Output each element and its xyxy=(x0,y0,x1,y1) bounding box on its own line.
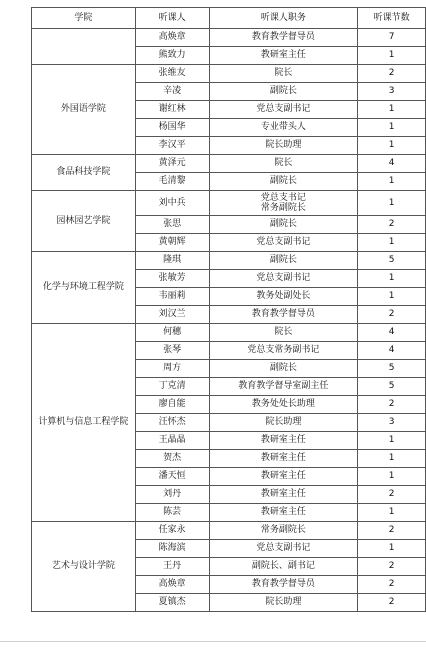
listener-position-cell: 教研室主任 xyxy=(209,486,358,504)
listener-position-cell: 党总支常务副书记 xyxy=(209,342,358,360)
listener-name-cell: 张敏芳 xyxy=(135,270,209,288)
table-row xyxy=(32,522,426,540)
lecture-count-cell: 5 xyxy=(358,378,426,396)
lecture-count-cell: 1 xyxy=(358,137,426,155)
college-cell: 化学与环境工程学院 xyxy=(32,252,136,324)
college-cell: 园林园艺学院 xyxy=(32,191,136,252)
listener-position-cell: 副院长 xyxy=(209,252,358,270)
listener-name-cell: 韦丽莉 xyxy=(135,288,209,306)
lecture-count-cell: 2 xyxy=(358,522,426,540)
listener-name-cell: 辛凌 xyxy=(135,83,209,101)
lecture-count-cell: 2 xyxy=(358,594,426,612)
listener-name-cell: 熊致力 xyxy=(135,47,209,65)
listener-name-cell: 张维友 xyxy=(135,65,209,83)
listener-position-cell: 教研室主任 xyxy=(209,504,358,522)
listener-position-cell: 教育教学督导员 xyxy=(209,576,358,594)
lecture-count-cell: 5 xyxy=(358,252,426,270)
listener-name-cell: 夏镇杰 xyxy=(135,594,209,612)
listener-position-cell: 副院长 xyxy=(209,216,358,234)
listener-name-cell: 高焕章 xyxy=(135,576,209,594)
listener-name-cell: 刘丹 xyxy=(135,486,209,504)
lecture-count-cell: 2 xyxy=(358,65,426,83)
listener-name-cell: 隆琪 xyxy=(135,252,209,270)
listener-name-cell: 张思 xyxy=(135,216,209,234)
lecture-count-cell: 7 xyxy=(358,29,426,47)
table-row xyxy=(32,155,426,173)
lecture-count-cell: 1 xyxy=(358,468,426,486)
lecture-count-cell: 1 xyxy=(358,270,426,288)
listener-position-cell: 教研室主任 xyxy=(209,468,358,486)
lecture-count-cell: 2 xyxy=(358,216,426,234)
col-header-position: 听课人职务 xyxy=(209,8,358,29)
col-header-listener: 听课人 xyxy=(135,8,209,29)
listener-position-cell: 院长 xyxy=(209,65,358,83)
listener-position-cell: 副院长、副书记 xyxy=(209,558,358,576)
listener-name-cell: 王晶晶 xyxy=(135,432,209,450)
lecture-count-cell: 1 xyxy=(358,119,426,137)
listener-name-cell: 杨国华 xyxy=(135,119,209,137)
listener-name-cell: 毛清黎 xyxy=(135,173,209,191)
listener-position-cell: 教研室主任 xyxy=(209,47,358,65)
lecture-count-cell: 4 xyxy=(358,155,426,173)
lecture-count-cell: 1 xyxy=(358,47,426,65)
listener-name-cell: 谢红林 xyxy=(135,101,209,119)
listener-name-cell: 黄泽元 xyxy=(135,155,209,173)
listener-name-cell: 贺杰 xyxy=(135,450,209,468)
listener-position-cell: 教育教学督导员 xyxy=(209,29,358,47)
listener-position-cell: 党总支书记 常务副院长 xyxy=(209,191,358,216)
lecture-count-cell: 1 xyxy=(358,450,426,468)
table-row xyxy=(32,29,426,47)
lecture-count-cell: 4 xyxy=(358,342,426,360)
listener-name-cell: 何穗 xyxy=(135,324,209,342)
lecture-attendance-table xyxy=(31,7,426,612)
lecture-count-cell: 1 xyxy=(358,173,426,191)
lecture-count-cell: 1 xyxy=(358,234,426,252)
listener-position-cell: 院长 xyxy=(209,324,358,342)
listener-name-cell: 张琴 xyxy=(135,342,209,360)
header-row xyxy=(32,8,426,29)
listener-name-cell: 任家永 xyxy=(135,522,209,540)
listener-position-cell: 专业带头人 xyxy=(209,119,358,137)
listener-position-cell: 党总支副书记 xyxy=(209,270,358,288)
college-cell: 计算机与信息工程学院 xyxy=(32,324,136,522)
listener-name-cell: 李汉平 xyxy=(135,137,209,155)
page-bottom-divider xyxy=(0,641,426,642)
lecture-count-cell: 5 xyxy=(358,360,426,378)
lecture-count-cell: 1 xyxy=(358,101,426,119)
listener-position-cell: 党总支副书记 xyxy=(209,540,358,558)
college-cell: 艺术与设计学院 xyxy=(32,522,136,612)
table-body xyxy=(32,29,426,612)
lecture-count-cell: 2 xyxy=(358,396,426,414)
lecture-count-cell: 3 xyxy=(358,83,426,101)
college-cell xyxy=(32,29,136,65)
lecture-count-cell: 2 xyxy=(358,576,426,594)
listener-name-cell: 刘汉兰 xyxy=(135,306,209,324)
lecture-count-cell: 3 xyxy=(358,414,426,432)
listener-position-cell: 院长助理 xyxy=(209,414,358,432)
listener-position-cell: 党总支副书记 xyxy=(209,234,358,252)
listener-position-cell: 副院长 xyxy=(209,360,358,378)
listener-position-cell: 教研室主任 xyxy=(209,432,358,450)
listener-name-cell: 高焕章 xyxy=(135,29,209,47)
college-cell: 食品科技学院 xyxy=(32,155,136,191)
college-cell: 外国语学院 xyxy=(32,65,136,155)
col-header-college: 学院 xyxy=(32,8,136,29)
table-row xyxy=(32,191,426,216)
table-row xyxy=(32,252,426,270)
listener-name-cell: 廖自能 xyxy=(135,396,209,414)
lecture-count-cell: 4 xyxy=(358,324,426,342)
listener-position-cell: 教务处副处长 xyxy=(209,288,358,306)
table-row xyxy=(32,324,426,342)
listener-name-cell: 陈芸 xyxy=(135,504,209,522)
listener-position-cell: 教育教学督导室副主任 xyxy=(209,378,358,396)
lecture-count-cell: 2 xyxy=(358,486,426,504)
listener-name-cell: 黄朝辉 xyxy=(135,234,209,252)
listener-name-cell: 刘中兵 xyxy=(135,191,209,216)
listener-name-cell: 汪怀杰 xyxy=(135,414,209,432)
listener-name-cell: 丁克清 xyxy=(135,378,209,396)
lecture-count-cell: 1 xyxy=(358,191,426,216)
listener-position-cell: 教务处处长助理 xyxy=(209,396,358,414)
lecture-count-cell: 1 xyxy=(358,288,426,306)
listener-name-cell: 潘天恒 xyxy=(135,468,209,486)
lecture-count-cell: 1 xyxy=(358,504,426,522)
listener-position-cell: 院长 xyxy=(209,155,358,173)
listener-position-cell: 常务副院长 xyxy=(209,522,358,540)
lecture-count-cell: 1 xyxy=(358,432,426,450)
lecture-count-cell: 2 xyxy=(358,306,426,324)
listener-name-cell: 王丹 xyxy=(135,558,209,576)
listener-position-cell: 院长助理 xyxy=(209,137,358,155)
listener-name-cell: 陈海滨 xyxy=(135,540,209,558)
col-header-count: 听课节数 xyxy=(358,8,426,29)
listener-position-cell: 副院长 xyxy=(209,83,358,101)
listener-position-cell: 教育教学督导员 xyxy=(209,306,358,324)
table-row xyxy=(32,65,426,83)
listener-position-cell: 教研室主任 xyxy=(209,450,358,468)
listener-position-cell: 副院长 xyxy=(209,173,358,191)
listener-position-cell: 党总支副书记 xyxy=(209,101,358,119)
listener-name-cell: 周方 xyxy=(135,360,209,378)
listener-position-cell: 院长助理 xyxy=(209,594,358,612)
lecture-count-cell: 1 xyxy=(358,540,426,558)
lecture-count-cell: 2 xyxy=(358,558,426,576)
